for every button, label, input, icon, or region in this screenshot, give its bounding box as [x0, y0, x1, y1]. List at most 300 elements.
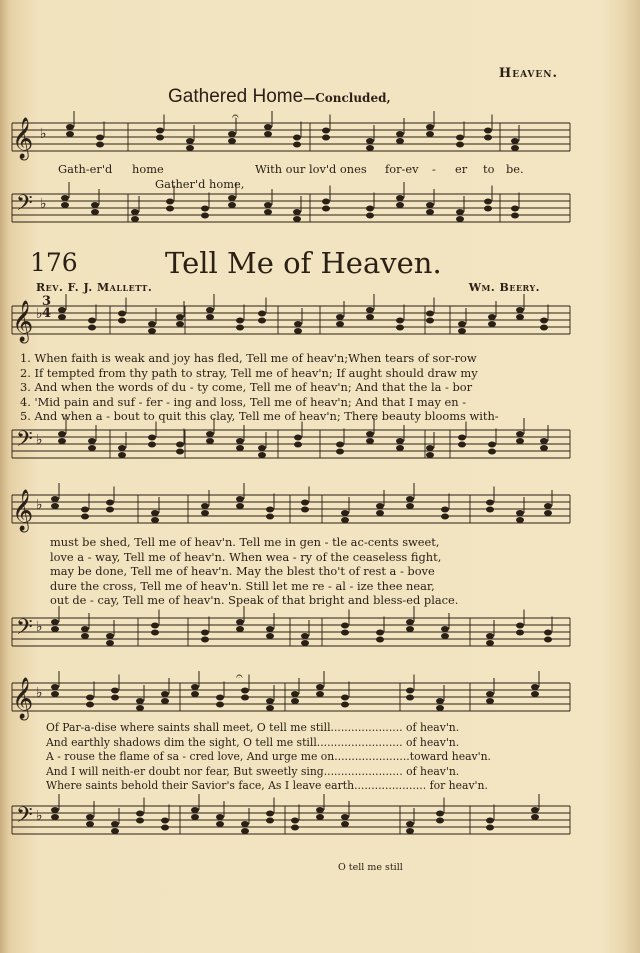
system3-treble-note	[291, 698, 299, 704]
system1-treble-note	[176, 314, 184, 320]
system1-bass-note	[488, 442, 496, 448]
concluded-bass-note	[396, 202, 404, 208]
system3-treble-note	[161, 698, 169, 704]
system3-treble-note	[266, 705, 274, 711]
concluded-bass-note	[166, 199, 174, 205]
system1-bass-note	[258, 445, 266, 451]
system2-treble-note	[51, 503, 59, 509]
system2-treble-note	[376, 510, 384, 516]
concluded-lyric-3: With our lov'd ones	[255, 162, 367, 176]
concluded-bass-note	[131, 209, 139, 215]
system2-bass-note	[151, 630, 159, 636]
system2-bass-note	[201, 630, 209, 636]
concluded-lyric-7: to	[483, 162, 495, 176]
system3-bass-note	[191, 814, 199, 820]
system2-bass-note	[301, 633, 309, 639]
system3-bass-note	[486, 818, 494, 824]
concluded-bass-note	[166, 206, 174, 212]
hymn-title: Tell Me of Heaven.	[165, 246, 442, 280]
concluded-bass-note	[264, 202, 272, 208]
verse-4-line: dure the cross, Tell me of heav'n. Still let me re - al - ize thee near,	[50, 578, 435, 593]
system1-treble-note	[176, 321, 184, 327]
system3-treble-note	[316, 684, 324, 690]
system2-treble-note	[441, 514, 449, 520]
bass-echo-text: Gather'd home,	[155, 177, 245, 191]
flat-sign-icon: ♭	[36, 306, 43, 322]
system2-bass-note	[106, 633, 114, 639]
bass-echo-footer: O tell me still	[338, 862, 403, 873]
system3-bass-note	[291, 818, 299, 824]
system2-bass-note	[236, 626, 244, 632]
concluded-bass-note	[426, 202, 434, 208]
system3-bass-note	[191, 807, 199, 813]
system1-treble-note	[58, 307, 66, 313]
verse-4-line: 4. 'Mid pain and suf - fer - ing and loss, Tell me of heav'n; And that I may en -	[20, 394, 467, 409]
system2-bass-note	[51, 619, 59, 625]
system3-bass-note	[111, 828, 119, 834]
system1-bass-note	[516, 438, 524, 444]
flat-sign-icon: ♭	[40, 126, 47, 142]
verse-1-line: must be shed, Tell me of heav'n. Tell me in gen - tle ac-cents sweet,	[50, 535, 440, 549]
system3-treble-note	[291, 691, 299, 697]
system3-bass-note	[241, 828, 249, 834]
verse-2-line: love a - way, Tell me of heav'n. When wea - ry of the ceaseless fight,	[50, 549, 442, 564]
system2-bass-note	[516, 630, 524, 636]
concluded-bass-note	[61, 202, 69, 208]
system1-treble-note	[336, 314, 344, 320]
system1-treble-note	[236, 318, 244, 324]
system2-treble-note	[236, 496, 244, 502]
system1-bass-note	[176, 449, 184, 455]
system1-bass-note	[236, 445, 244, 451]
bass-clef-icon: 𝄢	[16, 427, 33, 457]
system3-treble-note	[111, 688, 119, 694]
system3-bass-note	[51, 807, 59, 813]
system1-treble-note	[488, 314, 496, 320]
treble-clef-icon: 𝄞	[12, 118, 34, 159]
verse-block-3	[46, 721, 491, 794]
system2-bass-note	[106, 640, 114, 646]
system3-bass-note	[406, 828, 414, 834]
system2-treble-note	[516, 510, 524, 516]
concluded-bass-note	[322, 199, 330, 205]
system2-bass-note	[441, 626, 449, 632]
concluded-treble-note	[511, 138, 519, 144]
system1-bass-note	[540, 445, 548, 451]
system1-treble-note	[540, 325, 548, 331]
system1-treble-note	[426, 311, 434, 317]
system1-bass-note	[396, 445, 404, 451]
concluded-treble-note	[426, 124, 434, 130]
system1-bass-note	[206, 431, 214, 437]
system1-treble-note	[206, 307, 214, 313]
system3-treble-note	[161, 691, 169, 697]
concluded-bass-note	[91, 209, 99, 215]
system3-bass-note	[161, 818, 169, 824]
system3-bass-note	[436, 811, 444, 817]
system1-bass-note	[458, 442, 466, 448]
system3-treble-note	[341, 702, 349, 708]
hymn-number: 176	[30, 248, 78, 277]
system1-bass-note	[366, 431, 374, 437]
system1-treble-note	[258, 311, 266, 317]
concluded-treble-note	[322, 128, 330, 134]
system2-treble-note	[151, 517, 159, 523]
system3-bass-note	[316, 814, 324, 820]
concluded-bass-note	[456, 216, 464, 222]
system1-bass-note	[118, 452, 126, 458]
system1-bass-note	[458, 435, 466, 441]
system2-bass-note	[486, 640, 494, 646]
concluded-treble-note	[264, 124, 272, 130]
system1-bass-note	[176, 442, 184, 448]
system3-treble-note	[341, 695, 349, 701]
concluded-lyric-6: er	[455, 162, 468, 176]
concluded-treble-note	[366, 138, 374, 144]
concluded-bass-note	[456, 209, 464, 215]
concluded-bass-note	[366, 206, 374, 212]
flat-sign-icon: ♭	[36, 619, 43, 635]
system1-bass-note	[88, 438, 96, 444]
system3-bass-note	[406, 821, 414, 827]
system3-treble-note	[486, 698, 494, 704]
system1-treble-note	[236, 325, 244, 331]
verse-1-line: 1. When faith is weak and joy has fled, Tell me of heav'n;When tears of sor-row	[20, 351, 477, 365]
time-signature-top: 3	[42, 294, 52, 309]
system1-bass-note	[148, 442, 156, 448]
system2-treble-note	[51, 496, 59, 502]
system3-treble-note	[111, 695, 119, 701]
system2-treble-note	[406, 496, 414, 502]
concluded-lyric-1: Gath-er'd	[58, 162, 113, 176]
system2-bass-note	[406, 619, 414, 625]
bass-clef-icon: 𝄢	[16, 191, 33, 221]
system3-treble-note	[531, 691, 539, 697]
fermata-icon: 𝄐	[232, 109, 239, 123]
system3-treble-note	[241, 695, 249, 701]
concluded-bass-note	[293, 216, 301, 222]
system3-treble-note	[316, 691, 324, 697]
system1-bass-note	[148, 435, 156, 441]
system2-bass-note	[81, 633, 89, 639]
system2-treble-note	[341, 510, 349, 516]
concluded-bass-note	[366, 213, 374, 219]
concluded-bass-note	[511, 206, 519, 212]
flat-sign-icon: ♭	[36, 685, 43, 701]
verse-5-line: Where saints behold their Savior's face, As I leave earth..................... for heav'n.	[46, 779, 488, 793]
system3-bass-note	[136, 818, 144, 824]
system2-treble-note	[266, 514, 274, 520]
flat-sign-icon: ♭	[36, 497, 43, 513]
system1-treble-note	[426, 318, 434, 324]
system2-treble-note	[301, 507, 309, 513]
concluded-treble-note	[484, 135, 492, 141]
system2-treble-note	[106, 500, 114, 506]
system1-bass-note	[236, 438, 244, 444]
system3-treble-note	[266, 698, 274, 704]
system3-treble-note	[216, 702, 224, 708]
concluded-treble-note	[228, 131, 236, 137]
concluded-treble-note	[426, 131, 434, 137]
system3-bass-note	[161, 825, 169, 831]
system1-treble-note	[118, 318, 126, 324]
concluded-bass-note	[484, 199, 492, 205]
system2-treble-note	[486, 507, 494, 513]
concluded-treble-note	[186, 145, 194, 151]
concluded-bass-note	[201, 213, 209, 219]
system2-bass-note	[341, 623, 349, 629]
system2-treble-note	[81, 507, 89, 513]
system2-bass-note	[544, 630, 552, 636]
system2-bass-note	[81, 626, 89, 632]
system3-treble-note	[216, 695, 224, 701]
system1-bass-note	[336, 449, 344, 455]
system1-bass-note	[294, 442, 302, 448]
concluded-treble-note	[96, 135, 104, 141]
lyricist-credit: Rev. F. J. Mallett.	[36, 281, 153, 294]
concluded-bass-note	[396, 195, 404, 201]
system2-bass-note	[266, 626, 274, 632]
concluded-treble-note	[484, 128, 492, 134]
system1-treble-note	[458, 328, 466, 334]
concluded-bass-note	[228, 195, 236, 201]
concluded-treble-note	[293, 142, 301, 148]
verse-4-line: And I will neith-er doubt nor fear, But sweetly sing....................... of heav'n.	[46, 764, 460, 778]
time-signature-bottom: 4	[42, 306, 52, 321]
concluded-lyric-5: -	[432, 162, 436, 176]
system1-bass-note	[294, 435, 302, 441]
concluded-bass-note	[264, 209, 272, 215]
system3-bass-note	[486, 825, 494, 831]
system3-bass-note	[531, 807, 539, 813]
system2-treble-note	[236, 503, 244, 509]
system2-treble-note	[201, 510, 209, 516]
system3-treble-note	[406, 695, 414, 701]
flat-sign-icon: ♭	[40, 196, 47, 212]
concluded-bass-note	[426, 209, 434, 215]
system3-treble-note	[86, 702, 94, 708]
system1-treble-note	[294, 321, 302, 327]
system1-bass-note	[206, 438, 214, 444]
verse-3-line: A - rouse the flame of sa - cred love, And urge me on......................toward heav'n.	[46, 750, 491, 764]
treble-clef-icon: 𝄞	[12, 490, 34, 531]
verse-block-2	[50, 535, 458, 608]
system2-treble-note	[301, 500, 309, 506]
previous-hymn-title-text: Gathered Home	[168, 86, 304, 107]
concluded-treble-note	[228, 138, 236, 144]
system1-treble-note	[148, 321, 156, 327]
system2-bass-note	[376, 630, 384, 636]
verse-1-line: Of Par-a-dise where saints shall meet, O tell me still..................... of heav'n.	[46, 721, 460, 734]
system3-bass-note	[291, 825, 299, 831]
system2-treble-note	[81, 514, 89, 520]
system2-bass-note	[406, 626, 414, 632]
system3-treble-note	[531, 684, 539, 690]
system3-bass-note	[51, 814, 59, 820]
system3-bass-note	[241, 821, 249, 827]
system2-bass-note	[151, 623, 159, 629]
verse-block-1	[20, 351, 499, 424]
flat-sign-icon: ♭	[36, 432, 43, 448]
concluded-treble-note	[264, 131, 272, 137]
verse-5-line: out de - cay, Tell me of heav'n. Speak of that bright and bless-ed place.	[50, 593, 459, 608]
system2-treble-note	[266, 507, 274, 513]
system1-treble-note	[88, 325, 96, 331]
system2-bass-note	[516, 623, 524, 629]
system1-treble-note	[366, 314, 374, 320]
system1-treble-note	[148, 328, 156, 334]
system2-treble-note	[341, 517, 349, 523]
system1-treble-note	[294, 328, 302, 334]
concluded-bass-note	[91, 202, 99, 208]
system1-bass-note	[540, 438, 548, 444]
system1-bass-note	[88, 445, 96, 451]
system1-bass-note	[58, 431, 66, 437]
treble-clef-icon: 𝄞	[12, 678, 34, 719]
system2-treble-note	[106, 507, 114, 513]
system3-bass-note	[341, 821, 349, 827]
system3-bass-note	[341, 814, 349, 820]
system2-treble-note	[544, 510, 552, 516]
system2-bass-note	[441, 633, 449, 639]
concluded-label: —Concluded,	[303, 91, 391, 105]
system3-bass-note	[266, 818, 274, 824]
system2-bass-note	[51, 626, 59, 632]
system2-treble-note	[441, 507, 449, 513]
concluded-lyric-2: home	[132, 162, 164, 176]
system2-treble-note	[516, 517, 524, 523]
system1-treble-note	[396, 318, 404, 324]
concluded-treble-note	[66, 124, 74, 130]
system3-treble-note	[136, 705, 144, 711]
bass-clef-icon: 𝄢	[16, 615, 33, 645]
system1-treble-note	[488, 321, 496, 327]
system1-bass-note	[396, 438, 404, 444]
concluded-bass-note	[61, 195, 69, 201]
system3-bass-note	[86, 821, 94, 827]
system3-bass-note	[136, 811, 144, 817]
treble-clef-icon: 𝄞	[12, 301, 34, 342]
section-header: Heaven.	[498, 66, 558, 81]
concluded-bass-note	[228, 202, 236, 208]
concluded-bass-note	[322, 206, 330, 212]
concluded-lyric-8: be.	[506, 162, 524, 176]
system3-treble-note	[486, 691, 494, 697]
system3-treble-note	[136, 698, 144, 704]
flat-sign-icon: ♭	[36, 808, 43, 824]
concluded-treble-note	[156, 128, 164, 134]
concluded-treble-note	[293, 135, 301, 141]
concluded-bass-note	[511, 213, 519, 219]
verse-2-line: 2. If tempted from thy path to stray, Tell me of heav'n; If aught should draw my	[20, 365, 478, 380]
system1-treble-note	[540, 318, 548, 324]
system2-treble-note	[376, 503, 384, 509]
system2-treble-note	[151, 510, 159, 516]
fermata-icon: 𝄐	[236, 669, 243, 683]
system1-bass-note	[426, 452, 434, 458]
verse-3-line: may be done, Tell me of heav'n. May the blest tho't of rest a - bove	[50, 564, 435, 579]
system3-bass-note	[216, 814, 224, 820]
system2-treble-note	[544, 503, 552, 509]
system1-bass-note	[426, 445, 434, 451]
system1-treble-note	[88, 318, 96, 324]
system1-bass-note	[336, 442, 344, 448]
concluded-treble-note	[456, 135, 464, 141]
system3-bass-note	[216, 821, 224, 827]
concluded-bass-note	[484, 206, 492, 212]
system2-bass-note	[376, 637, 384, 643]
system3-treble-note	[51, 691, 59, 697]
concluded-treble-note	[96, 142, 104, 148]
system2-bass-note	[266, 633, 274, 639]
system1-treble-note	[336, 321, 344, 327]
concluded-treble-note	[366, 145, 374, 151]
concluded-treble-note	[456, 142, 464, 148]
system1-treble-note	[516, 307, 524, 313]
system3-treble-note	[191, 691, 199, 697]
concluded-treble-note	[66, 131, 74, 137]
system1-bass-note	[366, 438, 374, 444]
verse-2-line: And earthly shadows dim the sight, O tell me still......................... of heav'n.	[46, 735, 460, 749]
system2-bass-note	[341, 630, 349, 636]
system1-bass-note	[258, 452, 266, 458]
system3-treble-note	[86, 695, 94, 701]
concluded-treble-note	[396, 131, 404, 137]
system2-bass-note	[236, 619, 244, 625]
system2-treble-note	[486, 500, 494, 506]
system3-bass-note	[111, 821, 119, 827]
concluded-treble-note	[396, 138, 404, 144]
system3-treble-note	[436, 705, 444, 711]
concluded-lyric-4: for-ev	[385, 162, 419, 176]
system3-treble-note	[51, 684, 59, 690]
system1-treble-note	[118, 311, 126, 317]
bass-clef-icon: 𝄢	[16, 803, 33, 833]
time-signature	[42, 296, 51, 320]
system3-treble-note	[191, 684, 199, 690]
concluded-treble-note	[511, 145, 519, 151]
system3-bass-note	[436, 818, 444, 824]
verse-3-line: 3. And when the words of du - ty come, Tell me of heav'n; And that the la - bor	[20, 380, 473, 395]
system1-bass-note	[58, 438, 66, 444]
system3-treble-note	[241, 688, 249, 694]
system1-treble-note	[206, 314, 214, 320]
system1-treble-note	[516, 314, 524, 320]
concluded-treble-note	[322, 135, 330, 141]
system2-bass-note	[544, 637, 552, 643]
system3-bass-note	[531, 814, 539, 820]
system2-bass-note	[301, 640, 309, 646]
system2-bass-note	[201, 637, 209, 643]
system3-treble-note	[436, 698, 444, 704]
concluded-treble-note	[156, 135, 164, 141]
system1-bass-note	[488, 449, 496, 455]
system3-bass-note	[316, 807, 324, 813]
system1-bass-note	[118, 445, 126, 451]
composer-credit: Wm. Beery.	[468, 281, 540, 294]
system1-treble-note	[258, 318, 266, 324]
system2-treble-note	[406, 503, 414, 509]
system1-bass-note	[516, 431, 524, 437]
concluded-bass-note	[201, 206, 209, 212]
system2-treble-note	[201, 503, 209, 509]
concluded-bass-note	[293, 209, 301, 215]
system1-treble-note	[58, 314, 66, 320]
system3-bass-note	[266, 811, 274, 817]
concluded-treble-note	[186, 138, 194, 144]
concluded-bass-note	[131, 216, 139, 222]
system3-bass-note	[86, 814, 94, 820]
